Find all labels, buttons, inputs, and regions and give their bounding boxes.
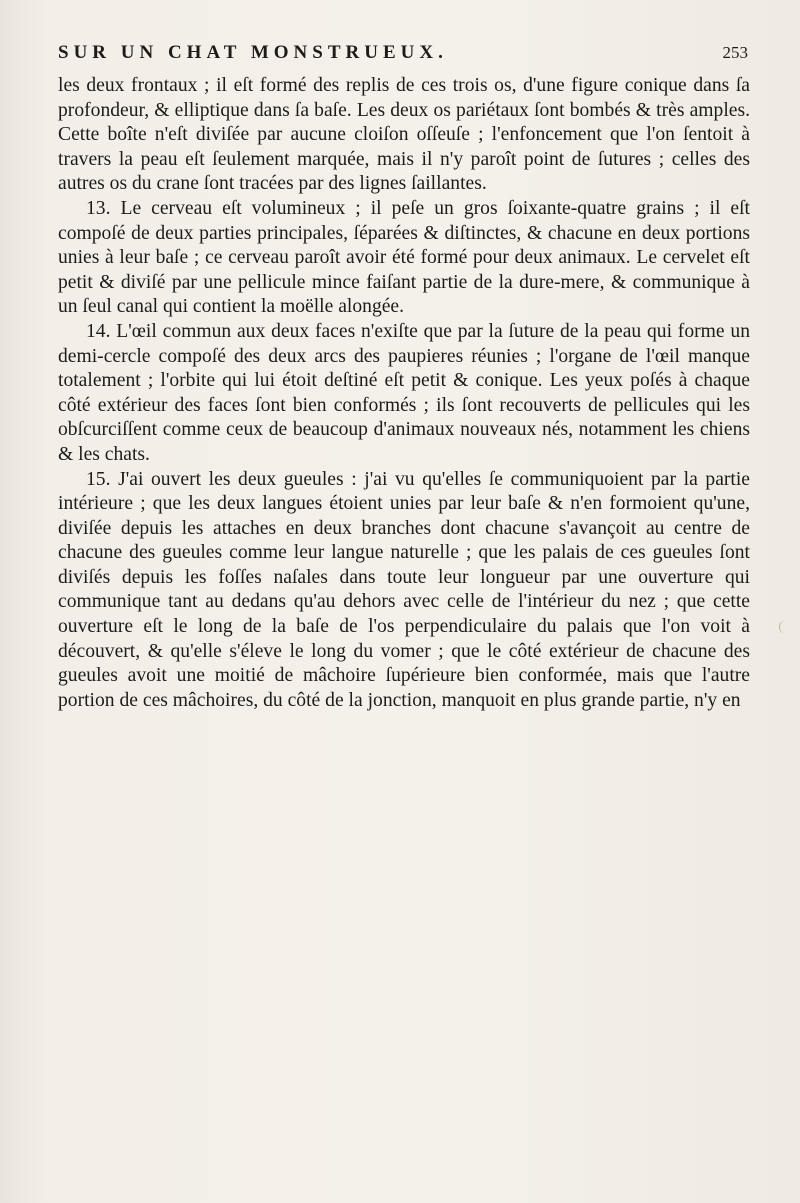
margin-mark bbox=[779, 620, 786, 634]
page-number: 253 bbox=[722, 43, 748, 62]
paragraph-14: 14. L'œil commun aux deux faces n'exiſte que par la ſuture de la peau qui forme un demi-cercle compoſé des deux arcs des paupieres réunies ; l'organe de l'œil manque totalement ; l'orbite qui lui étoit deſtiné eſt petit & conique. Les yeux poſés à chaque côté extérieur des faces ſont bien conformés ; ils ſont recouverts de pellicules qui les obſcurciſſent comme ceux de beaucoup d'animaux nouveaux nés, notamment les chiens & les chats. bbox=[58, 320, 750, 465]
page-body bbox=[58, 74, 750, 713]
paragraph-13: 13. Le cerveau eſt volumineux ; il peſe un gros ſoixante-quatre grains ; il eſt compoſé de deux parties principales, ſéparées & diſtinctes, & chacune en deux portions unies à leur baſe ; ce cerveau paroît avoir été formé pour deux animaux. Le cervelet eſt petit & diviſé par une pellicule mince faiſant partie de la dure-mere, & communique à un ſeul canal qui contient la moëlle alongée. bbox=[58, 197, 750, 318]
paragraph-15: 15. J'ai ouvert les deux gueules : j'ai vu qu'elles ſe communiquoient par la partie intérieure ; que les deux langues étoient unies par leur baſe & n'en formoient qu'une, diviſée depuis les attaches en deux branches dont chacune s'avançoit au centre de chacune des gueules comme leur langue naturelle ; que les palais de ces gueules ſont diviſés depuis les foſſes naſales dans toute leur longueur par une ouverture qui communique tant au dedans qu'au dehors avec celle de l'intérieur du nez ; que cette ouverture eſt le long de la baſe de l'os perpendiculaire du palais que l'on voit à découvert, & qu'elle s'éleve le long du vomer ; que le côté extérieur de chacune des gueules avoit une moitié de mâchoire ſupérieure bien conformée, mais que l'autre portion de ces mâchoires, du côté de la jonction, manquoit en plus grande partie, n'y en bbox=[58, 468, 750, 711]
paragraph-continuation: les deux frontaux ; il eſt formé des replis de ces trois os, d'une figure conique dans ſa profondeur, & elliptique dans ſa baſe. Les deux os pariétaux ſont bombés & très amples. Cette boîte n'eſt diviſée par aucune cloiſon oſſeuſe ; l'enfoncement que l'on ſentoit à travers la peau eſt ſeulement marquée, mais il n'y paroît point de ſutures ; celles des autres os du crane ſont tracées par des lignes ſaillantes. bbox=[58, 75, 750, 195]
running-head: SUR UN CHAT MONSTRUEUX. bbox=[58, 42, 448, 63]
page-header bbox=[58, 42, 748, 64]
